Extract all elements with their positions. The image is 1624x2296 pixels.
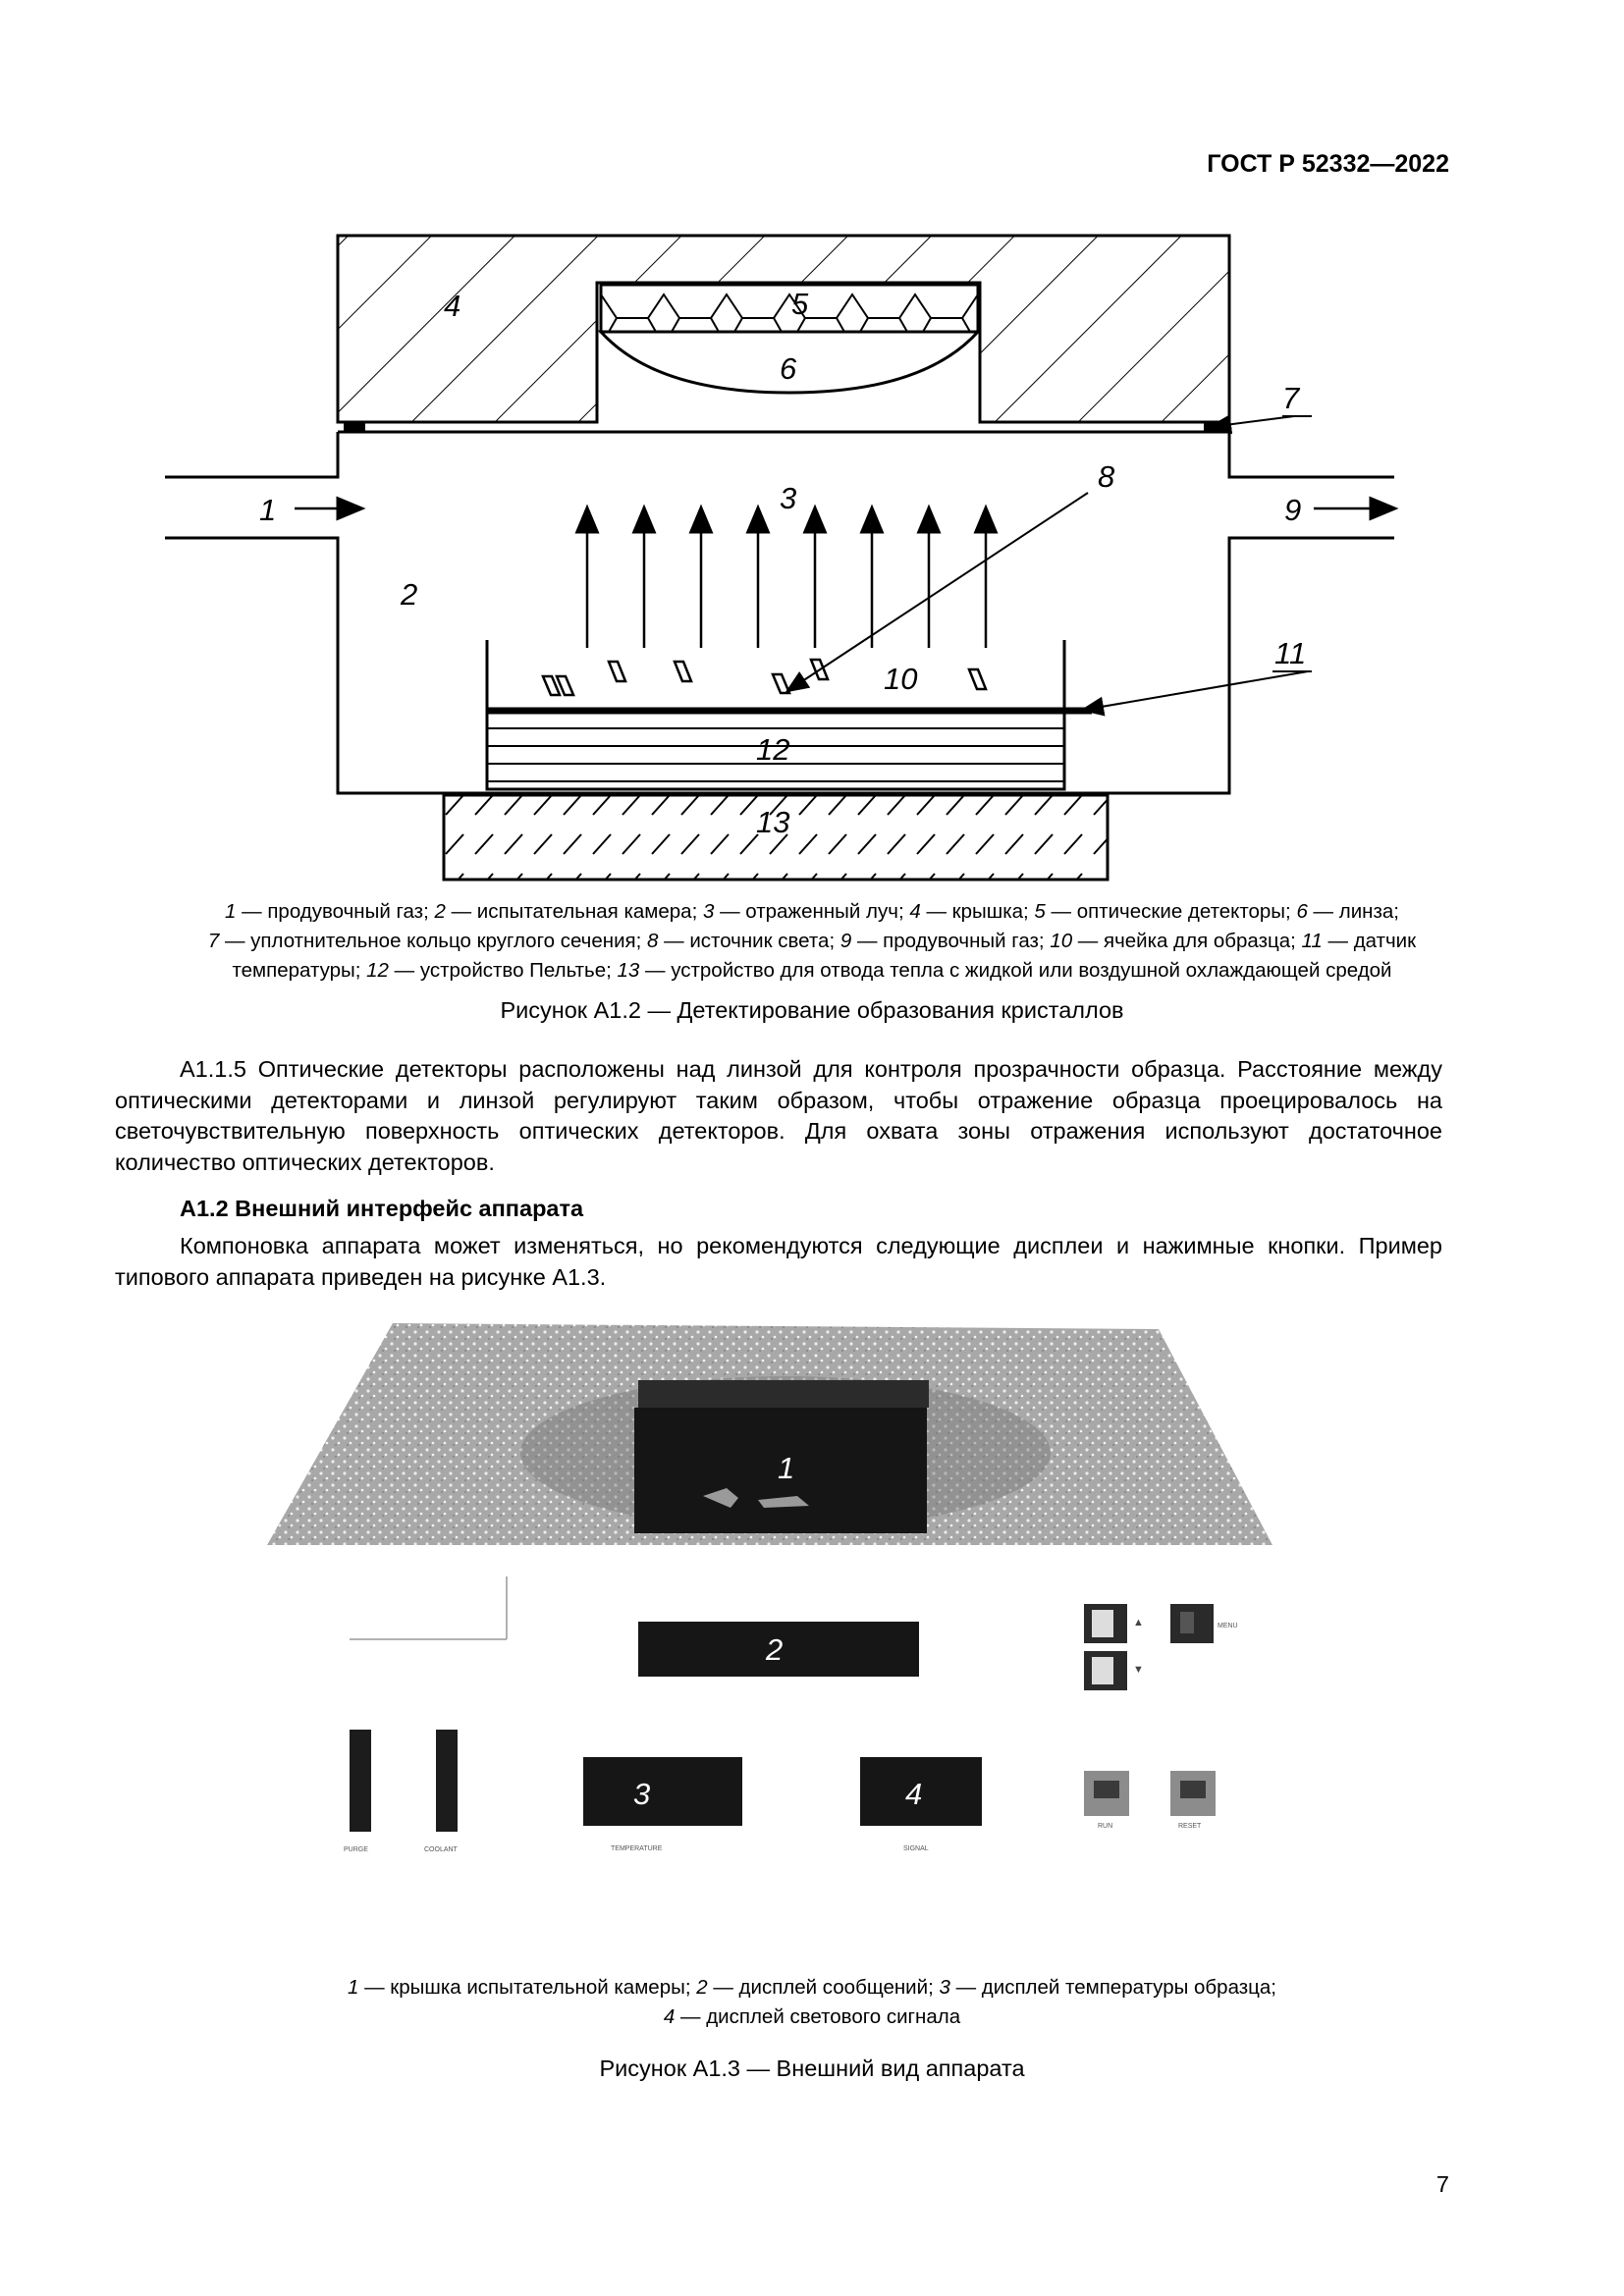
- label-2: 2: [401, 577, 418, 612]
- temperature-display: [583, 1757, 742, 1826]
- run-label: RUN: [1098, 1823, 1113, 1830]
- legend-text: температуры;: [232, 959, 367, 982]
- menu-label: MENU: [1218, 1623, 1238, 1629]
- legend-num: 10: [1050, 930, 1073, 952]
- label-4: 4: [444, 289, 461, 323]
- label-1: 1: [259, 493, 277, 527]
- figure-a1-3-photo: [0, 1306, 1624, 1875]
- legend-num: 13: [617, 959, 640, 982]
- legend-text: — устройство Пельтье;: [388, 959, 618, 982]
- up-arrow-icon: ▲: [1133, 1617, 1144, 1629]
- legend-num: 4: [663, 2005, 676, 2028]
- paragraph-text: А1.1.5 Оптические детекторы расположены над линзой для контроля прозрачности образца. Расстояние между оптическими детекторами и линзой регулируют таким образом, чтобы отражение образца проецировалось на светочувствительную поверхность оптических детекторов. Для охвата зоны отражения используют достаточное количество оптических детекторов.: [115, 1056, 1442, 1175]
- figure-a1-3-title: Рисунок А1.3 — Внешний вид аппарата: [599, 2056, 1025, 2081]
- seal-left: [344, 422, 365, 431]
- photo-label-2: 2: [766, 1632, 784, 1667]
- legend-num: 2: [696, 1976, 708, 1999]
- label-6: 6: [780, 351, 797, 386]
- test-chamber-lid: [638, 1380, 929, 1408]
- reset-button-face: [1180, 1781, 1206, 1798]
- legend-num: 3: [939, 1976, 950, 1999]
- page-number: 7: [1435, 2171, 1449, 2197]
- down-arrow-icon: ▼: [1133, 1664, 1144, 1676]
- photo-label-3: 3: [633, 1777, 651, 1811]
- menu-button-face: [1180, 1612, 1194, 1633]
- legend-num: 8: [647, 930, 659, 952]
- label-11: 11: [1274, 636, 1307, 670]
- leader-11: [1090, 671, 1308, 709]
- legend-line: [108, 897, 1516, 927]
- legend-text: — дисплей светового сигнала: [675, 2005, 961, 2028]
- label-5: 5: [791, 287, 809, 321]
- legend-num: 11: [1301, 930, 1323, 952]
- label-10: 10: [884, 662, 918, 696]
- legend-line: [108, 927, 1516, 956]
- legend-text: — ячейка для образца;: [1072, 930, 1302, 952]
- paragraph-a1-1-5: [115, 1054, 1442, 1178]
- legend-text: — дисплей сообщений;: [707, 1976, 940, 1999]
- legend-num: 12: [366, 959, 389, 982]
- crystals: [543, 660, 986, 695]
- label-9: 9: [1284, 493, 1302, 527]
- legend-text: — крышка испытательной камеры;: [358, 1976, 697, 1999]
- figure-a1-2-diagram: [0, 0, 1624, 883]
- section-heading-a1-2: А1.2 Внешний интерфейс аппарата: [180, 1196, 584, 1221]
- optical-detectors: [601, 285, 978, 332]
- photo-label-4: 4: [905, 1777, 923, 1811]
- reset-label: RESET: [1178, 1823, 1202, 1830]
- legend-text: — испытательная камера;: [445, 900, 703, 923]
- figure-a1-3-legend: [108, 1973, 1516, 2032]
- purge-label: PURGE: [344, 1846, 368, 1853]
- label-12: 12: [756, 732, 790, 767]
- photo-label-1: 1: [778, 1451, 795, 1485]
- label-8: 8: [1098, 459, 1115, 494]
- legend-text: — оптические детекторы;: [1045, 900, 1297, 923]
- legend-num: 2: [434, 900, 446, 923]
- legend-text: — датчик: [1322, 930, 1417, 952]
- coolant-indicator: [436, 1730, 458, 1832]
- legend-text: — дисплей температуры образца;: [949, 1976, 1276, 1999]
- legend-num: 7: [207, 930, 220, 952]
- legend-text: — продувочный газ;: [851, 930, 1051, 952]
- legend-text: — уплотнительное кольцо круглого сечения;: [219, 930, 648, 952]
- paragraph-a1-2: [115, 1231, 1442, 1293]
- document-header: ГОСТ Р 52332—2022: [1207, 150, 1449, 178]
- legend-num: 6: [1296, 900, 1308, 923]
- legend-text: — продувочный газ;: [236, 900, 435, 923]
- temperature-label: TEMPERATURE: [611, 1845, 663, 1852]
- label-13: 13: [756, 805, 790, 839]
- reflected-rays: [587, 516, 986, 648]
- up-button-face: [1092, 1610, 1113, 1637]
- legend-text: — крышка;: [920, 900, 1035, 923]
- legend-text: — устройство для отвода тепла с жидкой или воздушной охлаждающей средой: [639, 959, 1392, 982]
- coolant-label: COOLANT: [424, 1846, 458, 1853]
- paragraph-text: Компоновка аппарата может изменяться, но рекомендуются следующие дисплеи и нажимные кнопки. Пример типового аппарата приведен на рисунке А1.3.: [115, 1233, 1442, 1290]
- leader-8: [793, 493, 1088, 687]
- run-button-face: [1094, 1781, 1119, 1798]
- legend-text: — отраженный луч;: [714, 900, 910, 923]
- sample-cell: [487, 640, 1092, 789]
- legend-line: [108, 956, 1516, 986]
- label-3: 3: [780, 481, 797, 515]
- legend-line: [108, 1973, 1516, 2002]
- legend-num: 3: [702, 900, 715, 923]
- figure-a1-2-title: Рисунок А1.2 — Детектирование образования кристаллов: [500, 997, 1124, 1023]
- seal-right: [1204, 422, 1225, 431]
- legend-text: — линза;: [1307, 900, 1399, 923]
- signal-label: SIGNAL: [903, 1845, 929, 1852]
- legend-num: 1: [225, 900, 237, 923]
- legend-num: 9: [839, 930, 852, 952]
- legend-num: 1: [347, 1976, 359, 1999]
- legend-text: — источник света;: [658, 930, 840, 952]
- purge-indicator: [350, 1730, 371, 1832]
- figure-a1-2-legend: [108, 897, 1516, 986]
- legend-line: [108, 2002, 1516, 2032]
- label-7: 7: [1282, 381, 1300, 415]
- down-button-face: [1092, 1657, 1113, 1684]
- legend-num: 4: [909, 900, 921, 923]
- legend-num: 5: [1034, 900, 1046, 923]
